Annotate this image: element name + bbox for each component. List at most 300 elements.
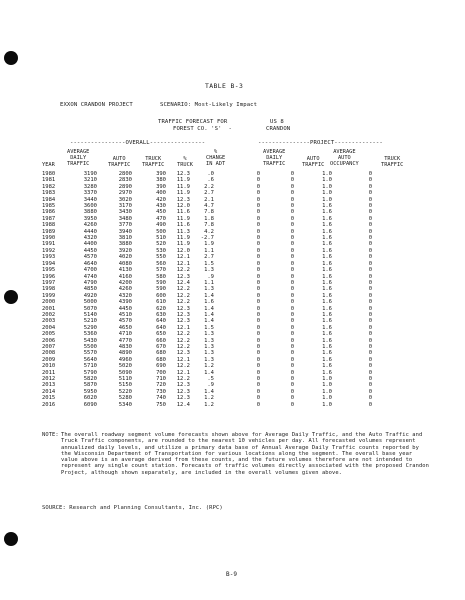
cell-truck-traffic: 520	[156, 241, 166, 248]
cell-adt: 5570	[83, 350, 97, 357]
cell-project-auto: 0	[290, 376, 294, 382]
cell-project-adt: 0	[256, 356, 260, 363]
cell-pct-truck: 12.2	[176, 292, 190, 299]
cell-truck-traffic: 530	[156, 247, 166, 254]
cell-project-truck: 0	[368, 228, 372, 235]
cell-pct-truck: 12.0	[176, 203, 190, 210]
note-text: The overall roadway segment volume forecasts shown above for Average Daily Traffic, and the Auto Traffic and Truck Traffic components, are rounded to the nearest 10 vehicles per day. All forecasted volumes represent annualized daily levels, and utilize a primary data base of Annual Average Daily Traffic counts reported by the Wisconsin Department of Transportation for various locations along the segment. The overall base year value above is an average derived from these counts, and the future volumes therefore are not intended to represent any single count station. Forecasts of traffic volumes directly associated with the proposed Crandon Project, although shown separately, are included in the overall volumes given above.	[61, 432, 429, 476]
cell-project-adt: 0	[256, 222, 260, 229]
cell-truck-traffic: 640	[156, 318, 166, 325]
cell-truck-traffic: 420	[156, 196, 166, 203]
cell-project-auto: 0	[290, 369, 294, 376]
cell-project-adt: 0	[256, 318, 260, 325]
cell-pct-truck: 11.9	[176, 215, 190, 222]
cell-auto-traffic: 5110	[118, 376, 132, 382]
cell-project-auto: 0	[290, 331, 294, 338]
cell-pct-change: 2.7	[204, 254, 214, 261]
cell-pct-change: 1.6	[204, 299, 214, 306]
cell-adt: 5870	[83, 382, 97, 389]
cell-project-truck: 0	[368, 215, 372, 222]
cell-adt: 4920	[83, 292, 97, 299]
project-group-header: ---------------PROJECT--------------	[258, 140, 383, 146]
cell-truck-traffic: 470	[156, 215, 166, 222]
cell-adt: 5140	[83, 311, 97, 318]
cell-project-adt: 0	[256, 382, 260, 389]
table-row	[42, 286, 372, 292]
cell-adt: 3440	[83, 196, 97, 203]
col-header-auto: AUTO TRAFFIC	[108, 156, 131, 169]
cell-project-auto: 0	[290, 382, 294, 389]
col-header-pct-truck: % TRUCK	[177, 156, 193, 169]
cell-auto-traffic: 3020	[118, 196, 132, 203]
cell-pct-change: 1.3	[204, 337, 214, 344]
cell-truck-traffic: 450	[156, 209, 166, 216]
col-header-truck: TRUCK TRAFFIC	[142, 156, 165, 169]
cell-pct-truck: 12.2	[176, 363, 190, 370]
cell-project-truck: 0	[368, 337, 372, 344]
cell-project-adt: 0	[256, 177, 260, 184]
cell-adt: 4400	[83, 241, 97, 248]
cell-project-occupancy: 1.6	[322, 247, 332, 254]
cell-year: 1998	[42, 286, 56, 293]
cell-pct-truck: 12.3	[176, 382, 190, 389]
cell-adt: 4740	[83, 273, 97, 280]
cell-project-occupancy: 1.6	[322, 343, 332, 350]
cell-pct-truck: 12.3	[176, 273, 190, 280]
cell-project-adt: 0	[256, 228, 260, 235]
cell-pct-change: 1.3	[204, 343, 214, 350]
cell-year: 2000	[42, 299, 56, 306]
page-number: B-9	[226, 571, 238, 578]
cell-project-auto: 0	[290, 209, 294, 216]
cell-auto-traffic: 4160	[118, 273, 132, 280]
cell-project-occupancy: 1.6	[322, 318, 332, 325]
table-row	[42, 177, 372, 183]
cell-pct-truck: 11.9	[176, 241, 190, 248]
scenario-label: SCENARIO: Most-Likely Impact	[160, 102, 258, 108]
cell-project-auto: 0	[290, 279, 294, 286]
table-row	[42, 190, 372, 196]
cell-truck-traffic: 640	[156, 324, 166, 331]
table-row	[42, 363, 372, 369]
cell-project-occupancy: 1.0	[322, 171, 332, 177]
cell-project-adt: 0	[256, 331, 260, 338]
cell-project-adt: 0	[256, 273, 260, 280]
cell-adt: 5950	[83, 388, 97, 395]
cell-truck-traffic: 400	[156, 190, 166, 197]
cell-pct-change: 2.1	[204, 196, 214, 203]
cell-pct-change: 1.2	[204, 401, 214, 408]
cell-year: 2014	[42, 388, 56, 395]
cell-project-truck: 0	[368, 183, 372, 190]
cell-project-auto: 0	[290, 260, 294, 267]
cell-auto-traffic: 4960	[118, 356, 132, 363]
cell-pct-truck: 12.1	[176, 369, 190, 376]
cell-project-occupancy: 1.6	[322, 299, 332, 306]
cell-pct-change: -2.7	[200, 235, 214, 242]
cell-year: 1987	[42, 215, 56, 222]
table-row	[42, 209, 372, 215]
cell-project-auto: 0	[290, 183, 294, 190]
cell-year: 1988	[42, 222, 56, 229]
cell-project-auto: 0	[290, 401, 294, 408]
cell-project-truck: 0	[368, 171, 372, 177]
note-label: NOTE:	[42, 432, 59, 438]
cell-pct-truck: 12.3	[176, 171, 190, 177]
cell-pct-truck: 12.2	[176, 331, 190, 338]
cell-project-auto: 0	[290, 337, 294, 344]
cell-project-truck: 0	[368, 273, 372, 280]
cell-project-truck: 0	[368, 235, 372, 242]
cell-year: 1980	[42, 171, 56, 177]
cell-truck-traffic: 550	[156, 254, 166, 261]
cell-adt: 3190	[83, 171, 97, 177]
cell-pct-truck: 12.3	[176, 196, 190, 203]
cell-pct-truck: 11.9	[176, 190, 190, 197]
cell-project-auto: 0	[290, 254, 294, 261]
cell-project-auto: 0	[290, 273, 294, 280]
cell-truck-traffic: 680	[156, 350, 166, 357]
cell-truck-traffic: 620	[156, 305, 166, 312]
route-label: US 8	[270, 119, 284, 125]
cell-pct-change: 4.2	[204, 228, 214, 235]
cell-project-auto: 0	[290, 171, 294, 177]
cell-project-auto: 0	[290, 299, 294, 306]
cell-project-occupancy: 1.6	[322, 254, 332, 261]
cell-truck-traffic: 710	[156, 376, 166, 382]
cell-adt: 5790	[83, 369, 97, 376]
cell-project-truck: 0	[368, 260, 372, 267]
cell-adt: 4790	[83, 279, 97, 286]
cell-project-adt: 0	[256, 305, 260, 312]
cell-project-auto: 0	[290, 286, 294, 293]
cell-adt: 3370	[83, 190, 97, 197]
cell-adt: 3880	[83, 209, 97, 216]
cell-pct-truck: 12.3	[176, 305, 190, 312]
project-name: EXXON CRANDON PROJECT	[60, 102, 133, 108]
cell-auto-traffic: 5280	[118, 395, 132, 402]
cell-project-truck: 0	[368, 267, 372, 274]
cell-auto-traffic: 3480	[118, 215, 132, 222]
cell-project-adt: 0	[256, 311, 260, 318]
cell-project-auto: 0	[290, 363, 294, 370]
route-place: CRANDON	[266, 126, 291, 132]
cell-year: 1981	[42, 177, 56, 184]
cell-year: 1986	[42, 209, 56, 216]
cell-year: 1984	[42, 196, 56, 203]
cell-pct-truck: 12.1	[176, 260, 190, 267]
cell-truck-traffic: 380	[156, 177, 166, 184]
cell-project-auto: 0	[290, 292, 294, 299]
cell-year: 2009	[42, 356, 56, 363]
cell-truck-traffic: 650	[156, 331, 166, 338]
cell-auto-traffic: 3880	[118, 241, 132, 248]
cell-auto-traffic: 4020	[118, 254, 132, 261]
cell-project-adt: 0	[256, 292, 260, 299]
binder-hole-bottom	[4, 532, 18, 546]
cell-project-auto: 0	[290, 311, 294, 318]
cell-auto-traffic: 4770	[118, 337, 132, 344]
col-header-project-truck: TRUCK TRAFFIC	[381, 156, 404, 169]
cell-pct-truck: 12.2	[176, 343, 190, 350]
cell-project-occupancy: 1.6	[322, 331, 332, 338]
cell-auto-traffic: 4830	[118, 343, 132, 350]
cell-project-auto: 0	[290, 395, 294, 402]
cell-adt: 4450	[83, 247, 97, 254]
cell-auto-traffic: 4260	[118, 286, 132, 293]
cell-year: 1994	[42, 260, 56, 267]
cell-project-occupancy: 1.0	[322, 376, 332, 382]
cell-project-truck: 0	[368, 196, 372, 203]
table-row	[42, 331, 372, 337]
cell-auto-traffic: 5090	[118, 369, 132, 376]
note-block	[42, 432, 432, 476]
cell-project-occupancy: 1.0	[322, 395, 332, 402]
cell-project-occupancy: 1.6	[322, 279, 332, 286]
table-row	[42, 318, 372, 324]
cell-project-auto: 0	[290, 305, 294, 312]
cell-project-adt: 0	[256, 343, 260, 350]
cell-project-occupancy: 1.0	[322, 190, 332, 197]
table-row	[42, 402, 372, 408]
cell-auto-traffic: 3940	[118, 228, 132, 235]
cell-auto-traffic: 5150	[118, 382, 132, 389]
table-row	[42, 241, 372, 247]
cell-pct-change: .0	[207, 171, 214, 177]
table-row	[42, 222, 372, 228]
cell-project-auto: 0	[290, 350, 294, 357]
cell-pct-change: 1.9	[204, 241, 214, 248]
cell-adt: 4440	[83, 228, 97, 235]
binder-hole-middle	[4, 290, 18, 304]
cell-project-adt: 0	[256, 241, 260, 248]
cell-project-adt: 0	[256, 388, 260, 395]
cell-pct-change: 1.4	[204, 305, 214, 312]
cell-truck-traffic: 610	[156, 299, 166, 306]
cell-auto-traffic: 4570	[118, 318, 132, 325]
cell-project-truck: 0	[368, 331, 372, 338]
cell-project-adt: 0	[256, 235, 260, 242]
cell-truck-traffic: 570	[156, 267, 166, 274]
cell-auto-traffic: 5020	[118, 363, 132, 370]
cell-project-auto: 0	[290, 222, 294, 229]
cell-project-occupancy: 1.6	[322, 273, 332, 280]
cell-truck-traffic: 720	[156, 382, 166, 389]
cell-auto-traffic: 3170	[118, 203, 132, 210]
cell-auto-traffic: 3810	[118, 235, 132, 242]
cell-auto-traffic: 3920	[118, 247, 132, 254]
cell-pct-change: 4.7	[204, 203, 214, 210]
cell-pct-change: 1.3	[204, 350, 214, 357]
cell-project-auto: 0	[290, 324, 294, 331]
cell-adt: 3600	[83, 203, 97, 210]
cell-project-occupancy: 1.6	[322, 260, 332, 267]
cell-pct-change: 7.8	[204, 222, 214, 229]
cell-project-truck: 0	[368, 299, 372, 306]
cell-project-truck: 0	[368, 279, 372, 286]
cell-adt: 4570	[83, 254, 97, 261]
cell-project-auto: 0	[290, 343, 294, 350]
cell-pct-truck: 12.1	[176, 324, 190, 331]
cell-adt: 4260	[83, 222, 97, 229]
cell-truck-traffic: 630	[156, 311, 166, 318]
cell-project-adt: 0	[256, 183, 260, 190]
cell-auto-traffic: 5220	[118, 388, 132, 395]
cell-truck-traffic: 590	[156, 279, 166, 286]
cell-project-truck: 0	[368, 376, 372, 382]
cell-project-occupancy: 1.0	[322, 177, 332, 184]
cell-project-auto: 0	[290, 356, 294, 363]
cell-project-adt: 0	[256, 209, 260, 216]
cell-pct-change: 1.4	[204, 311, 214, 318]
cell-year: 1995	[42, 267, 56, 274]
cell-pct-change: 2.7	[204, 190, 214, 197]
cell-pct-truck: 12.3	[176, 395, 190, 402]
cell-pct-change: 1.1	[204, 247, 214, 254]
cell-truck-traffic: 390	[156, 183, 166, 190]
cell-pct-change: 1.4	[204, 388, 214, 395]
cell-project-occupancy: 1.6	[322, 369, 332, 376]
cell-pct-change: 1.3	[204, 267, 214, 274]
cell-pct-truck: 11.9	[176, 177, 190, 184]
cell-adt: 5360	[83, 331, 97, 338]
col-header-change: % CHANGE IN ADT	[206, 149, 226, 168]
cell-auto-traffic: 4200	[118, 279, 132, 286]
cell-truck-traffic: 510	[156, 235, 166, 242]
cell-truck-traffic: 590	[156, 286, 166, 293]
cell-pct-truck: 12.2	[176, 286, 190, 293]
cell-project-auto: 0	[290, 203, 294, 210]
cell-truck-traffic: 500	[156, 228, 166, 235]
cell-pct-truck: 12.3	[176, 311, 190, 318]
cell-pct-truck: 12.2	[176, 267, 190, 274]
cell-project-occupancy: 1.6	[322, 235, 332, 242]
cell-project-truck: 0	[368, 401, 372, 408]
cell-project-adt: 0	[256, 299, 260, 306]
cell-pct-truck: 11.9	[176, 183, 190, 190]
col-header-project-auto: AUTO TRAFFIC	[302, 156, 325, 169]
cell-project-occupancy: 1.6	[322, 215, 332, 222]
table-row	[42, 382, 372, 388]
cell-project-auto: 0	[290, 318, 294, 325]
cell-year: 1985	[42, 203, 56, 210]
cell-pct-change: 1.3	[204, 331, 214, 338]
cell-pct-truck: 11.6	[176, 222, 190, 229]
cell-project-adt: 0	[256, 324, 260, 331]
cell-year: 2011	[42, 369, 56, 376]
cell-adt: 3210	[83, 177, 97, 184]
cell-year: 2008	[42, 350, 56, 357]
cell-adt: 5070	[83, 305, 97, 312]
cell-adt: 5290	[83, 324, 97, 331]
cell-pct-truck: 12.1	[176, 254, 190, 261]
cell-project-auto: 0	[290, 228, 294, 235]
cell-pct-change: 1.5	[204, 260, 214, 267]
forecast-title: TRAFFIC FORECAST FOR	[158, 119, 228, 125]
cell-year: 1991	[42, 241, 56, 248]
cell-truck-traffic: 700	[156, 369, 166, 376]
cell-year: 1992	[42, 247, 56, 254]
cell-project-occupancy: 1.0	[322, 388, 332, 395]
cell-year: 2003	[42, 318, 56, 325]
cell-adt: 5820	[83, 376, 97, 382]
cell-project-auto: 0	[290, 241, 294, 248]
cell-pct-truck: 12.1	[176, 356, 190, 363]
cell-year: 2004	[42, 324, 56, 331]
cell-pct-change: 1.4	[204, 292, 214, 299]
cell-project-adt: 0	[256, 267, 260, 274]
cell-pct-change: 1.2	[204, 363, 214, 370]
cell-project-auto: 0	[290, 196, 294, 203]
cell-project-adt: 0	[256, 337, 260, 344]
cell-adt: 5640	[83, 356, 97, 363]
cell-pct-change: 1.4	[204, 318, 214, 325]
cell-project-adt: 0	[256, 286, 260, 293]
cell-pct-truck: 12.0	[176, 247, 190, 254]
cell-project-auto: 0	[290, 177, 294, 184]
cell-truck-traffic: 580	[156, 273, 166, 280]
cell-project-occupancy: 1.6	[322, 267, 332, 274]
cell-year: 1989	[42, 228, 56, 235]
cell-project-truck: 0	[368, 363, 372, 370]
traffic-forecast-table	[42, 171, 372, 408]
cell-project-occupancy: 1.6	[322, 311, 332, 318]
cell-project-occupancy: 1.6	[322, 228, 332, 235]
cell-project-adt: 0	[256, 350, 260, 357]
cell-truck-traffic: 560	[156, 260, 166, 267]
table-row	[42, 299, 372, 305]
cell-year: 2006	[42, 337, 56, 344]
cell-auto-traffic: 3770	[118, 222, 132, 229]
cell-pct-change: 2.2	[204, 183, 214, 190]
cell-auto-traffic: 4390	[118, 299, 132, 306]
table-row	[42, 306, 372, 312]
cell-project-truck: 0	[368, 388, 372, 395]
cell-project-occupancy: 1.6	[322, 363, 332, 370]
table-row	[42, 350, 372, 356]
cell-project-truck: 0	[368, 350, 372, 357]
cell-year: 1999	[42, 292, 56, 299]
cell-pct-truck: 12.4	[176, 401, 190, 408]
cell-project-occupancy: 1.6	[322, 286, 332, 293]
cell-adt: 4320	[83, 235, 97, 242]
cell-project-truck: 0	[368, 305, 372, 312]
overall-group-header: ----------------OVERALL----------------	[70, 140, 206, 146]
cell-project-adt: 0	[256, 196, 260, 203]
cell-project-occupancy: 1.6	[322, 305, 332, 312]
cell-pct-truck: 12.3	[176, 388, 190, 395]
cell-pct-truck: 12.2	[176, 337, 190, 344]
cell-year: 2010	[42, 363, 56, 370]
cell-year: 2005	[42, 331, 56, 338]
col-header-project-occupancy: AVERAGE AUTO OCCUPANCY	[330, 149, 359, 168]
cell-year: 2007	[42, 343, 56, 350]
cell-truck-traffic: 660	[156, 337, 166, 344]
cell-pct-truck: 12.4	[176, 279, 190, 286]
cell-project-truck: 0	[368, 286, 372, 293]
cell-project-adt: 0	[256, 395, 260, 402]
cell-pct-change: .5	[207, 376, 214, 382]
col-header-year: YEAR	[42, 162, 55, 168]
cell-auto-traffic: 4650	[118, 324, 132, 331]
cell-adt: 5500	[83, 343, 97, 350]
cell-auto-traffic: 3430	[118, 209, 132, 216]
cell-pct-change: 1.4	[204, 369, 214, 376]
cell-truck-traffic: 430	[156, 203, 166, 210]
cell-project-truck: 0	[368, 343, 372, 350]
col-header-project-adt: AVERAGE DAILY TRAFFIC	[263, 149, 286, 168]
cell-auto-traffic: 4080	[118, 260, 132, 267]
